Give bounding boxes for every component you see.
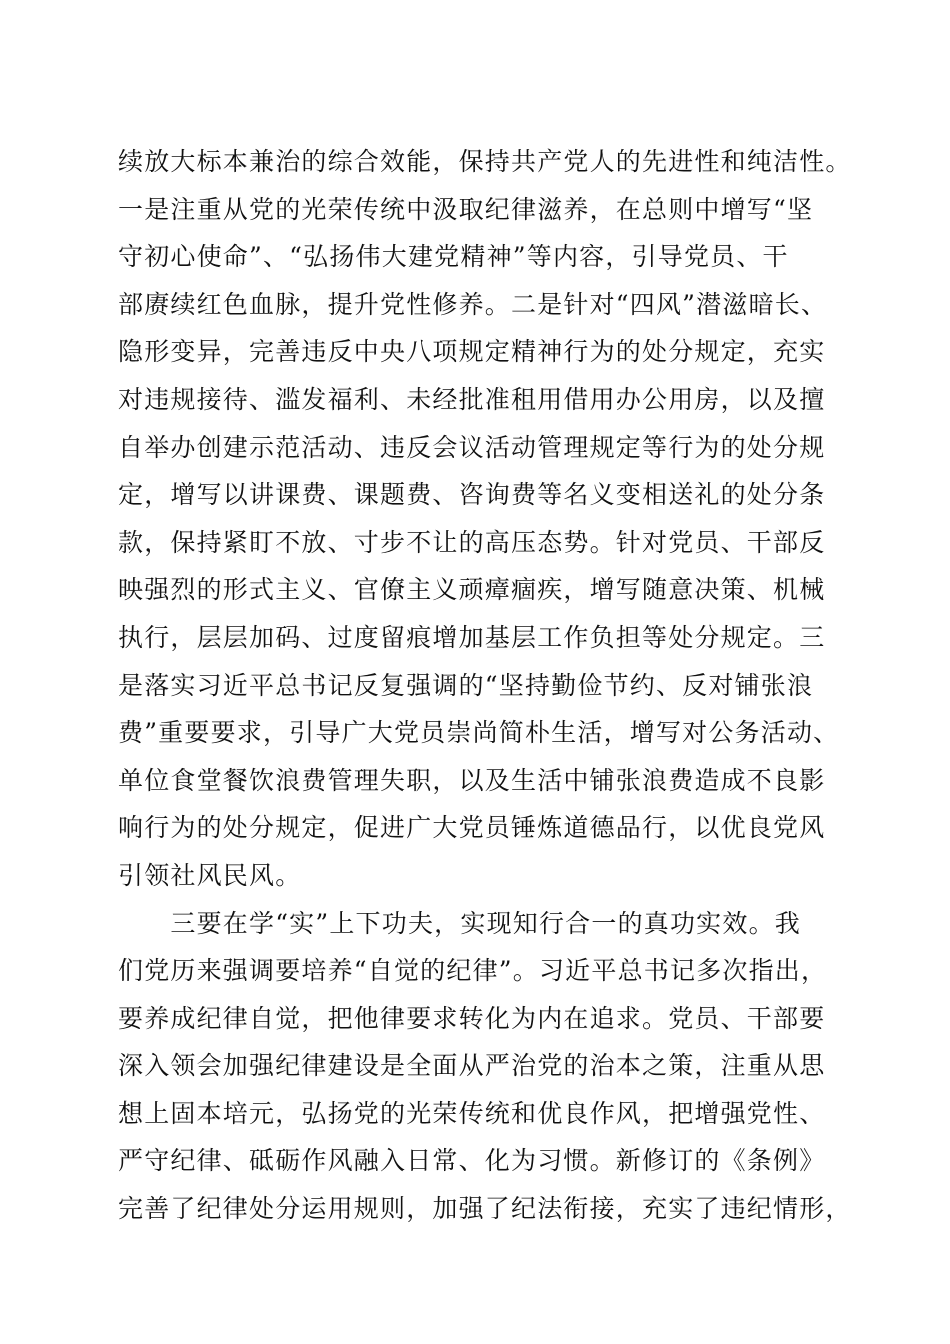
text-line: 隐形变异，完善违反中央八项规定精神行为的处分规定，充实 xyxy=(118,337,826,367)
text-line: 引领社风民风。 xyxy=(118,860,302,890)
text-line: 响行为的处分规定，促进广大党员锤炼道德品行，以优良党风 xyxy=(118,813,826,843)
body-text xyxy=(118,138,852,1233)
text-line: 费”重要要求，引导广大党员崇尚简朴生活，增写对公务活动、 xyxy=(118,718,840,748)
text-line: 执行，层层加码、过度留痕增加基层工作负担等处分规定。三 xyxy=(118,622,826,652)
text-line: 想上固本培元，弘扬党的光荣传统和优良作风，把增强党性、 xyxy=(118,1098,826,1128)
text-line: 续放大标本兼治的综合效能，保持共产党人的先进性和纯洁性。 xyxy=(118,147,852,176)
text-line: 要养成纪律自觉，把他律要求转化为内在追求。党员、干部要 xyxy=(118,1003,826,1033)
text-line: 深入领会加强纪律建设是全面从严治党的治本之策，注重从思 xyxy=(118,1051,826,1081)
text-line: 是落实习近平总书记反复强调的“坚持勤俭节约、反对铺张浪 xyxy=(118,670,814,700)
text-line: 映强烈的形式主义、官僚主义顽瘴痼疾，增写随意决策、机械 xyxy=(118,575,826,605)
text-line: 款，保持紧盯不放、寸步不让的高压态势。针对党员、干部反 xyxy=(118,527,826,557)
text-line: 们党历来强调要培养“自觉的纪律”。习近平总书记多次指出， xyxy=(118,956,828,986)
text-line: 部赓续红色血脉，提升党性修养。二是针对“四风”潜滋暗长、 xyxy=(118,289,828,319)
text-line: 单位食堂餐饮浪费管理失职，以及生活中铺张浪费造成不良影 xyxy=(118,765,826,795)
paragraph-start-line: 三要在学“实”上下功夫，实现知行合一的真功实效。我 xyxy=(118,908,801,938)
text-line: 守初心使命”、“弘扬伟大建党精神”等内容，引导党员、干 xyxy=(118,242,789,272)
text-line: 定，增写以讲课费、课题费、咨询费等名义变相送礼的处分条 xyxy=(118,480,826,510)
text-line: 一是注重从党的光荣传统中汲取纪律滋养，在总则中增写“坚 xyxy=(118,194,814,224)
text-line: 自举办创建示范活动、违反会议活动管理规定等行为的处分规 xyxy=(118,432,826,462)
text-line: 完善了纪律处分运用规则，加强了纪法衔接，充实了违纪情形， xyxy=(118,1194,852,1224)
text-line: 对违规接待、滥发福利、未经批准租用借用办公用房，以及擅 xyxy=(118,384,826,414)
text-line: 严守纪律、砥砺作风融入日常、化为习惯。新修订的《条例》 xyxy=(118,1146,826,1176)
